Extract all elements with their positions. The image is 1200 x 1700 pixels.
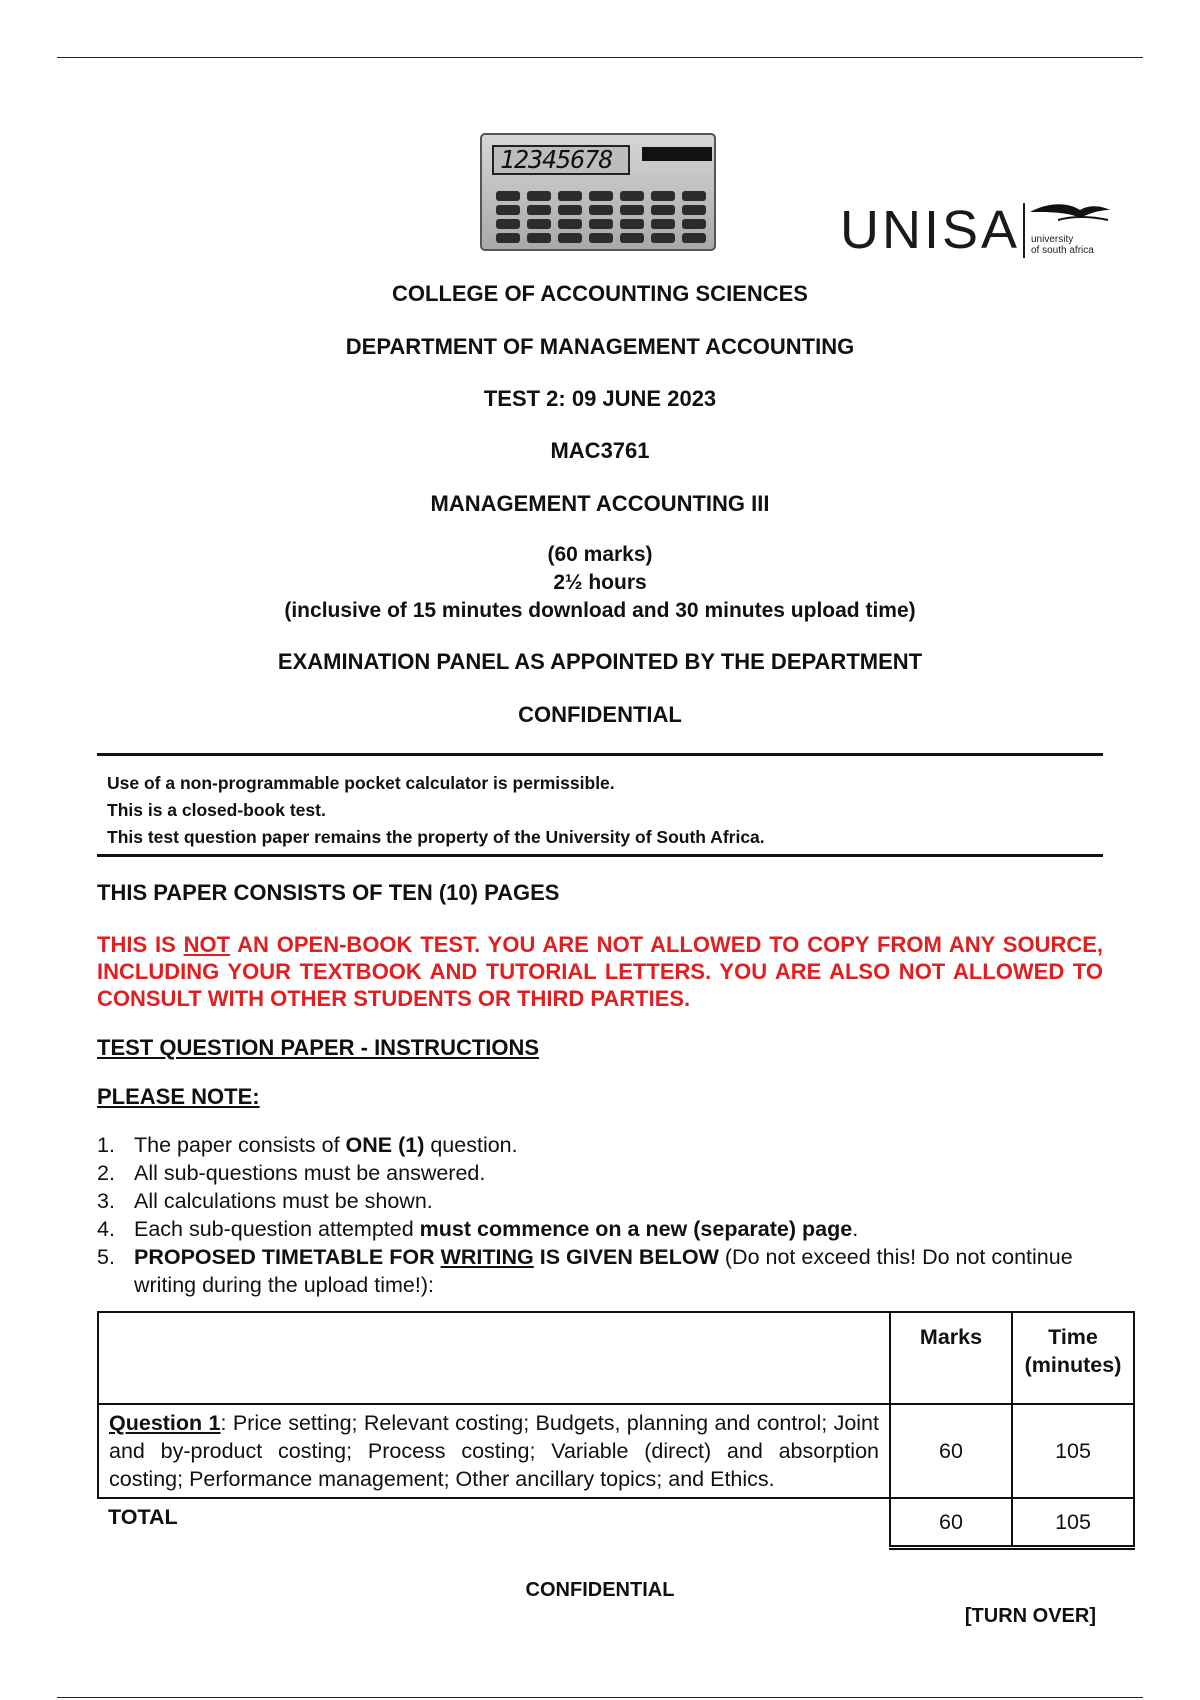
timetable-table: [97, 1311, 1135, 1550]
list-item: 1. The paper consists of ONE (1) question.: [97, 1133, 518, 1157]
total-label: TOTAL: [98, 1498, 890, 1548]
calculator-keys: [496, 191, 706, 243]
bottom-rule: [57, 1697, 1143, 1698]
module-name: MANAGEMENT ACCOUNTING III: [430, 491, 770, 516]
instructions-heading: TEST QUESTION PAPER - INSTRUCTIONS: [97, 1035, 540, 1060]
notice-calculator: Use of a non-programmable pocket calculator is permissible.: [107, 773, 615, 793]
unisa-logo-subtitle: university of south africa: [1031, 234, 1094, 256]
time-column-header: Time (minutes): [1012, 1312, 1134, 1404]
notice-box: [97, 753, 1103, 857]
total-marks: 60: [890, 1498, 1012, 1548]
notice-closed-book: This is a closed-book test.: [107, 800, 326, 820]
question-1-time: 105: [1012, 1404, 1134, 1498]
list-item: 5. PROPOSED TIMETABLE FOR WRITING IS GIVEN BELOW (Do not exceed this! Do not continue writing during the upload time!):: [97, 1245, 1073, 1297]
question-1-marks: 60: [890, 1404, 1012, 1498]
marks-column-header: Marks: [890, 1312, 1012, 1404]
notice-property: This test question paper remains the property of the University of South Africa.: [107, 827, 765, 847]
table-row: [98, 1404, 1134, 1498]
list-item: 2. All sub-questions must be answered.: [97, 1161, 486, 1185]
unisa-bird-icon: [1028, 200, 1112, 230]
test-date: TEST 2: 09 JUNE 2023: [483, 386, 717, 411]
warning-not: NOT: [183, 932, 231, 957]
module-code: MAC3761: [550, 438, 650, 463]
top-rule: [57, 57, 1143, 58]
total-time: 105: [1012, 1498, 1134, 1548]
table-row: [98, 1498, 1134, 1548]
calculator-display: 12345678: [492, 145, 630, 175]
open-book-warning: THIS IS NOT AN OPEN-BOOK TEST. YOU ARE NOT ALLOWED TO COPY FROM ANY SOURCE, INCLUDING YOUR TEXTBOOK AND TUTORIAL LETTERS. YOU ARE ALSO NOT ALLOWED TO CONSULT WITH OTHER STUDENTS OR THIRD PARTIES.: [97, 932, 1104, 1011]
pages-count-line: THIS PAPER CONSISTS OF TEN (10) PAGES: [97, 880, 560, 905]
calculator-solar-panel: [642, 147, 712, 161]
department-title: DEPARTMENT OF MANAGEMENT ACCOUNTING: [345, 334, 855, 359]
hours-line: 2½ hours: [553, 571, 647, 594]
list-item: 4. Each sub-question attempted must commence on a new (separate) page.: [97, 1217, 859, 1241]
unisa-logo-divider: [1023, 203, 1025, 258]
confidential-header: CONFIDENTIAL: [518, 702, 682, 727]
table-row: [98, 1312, 1134, 1404]
inclusive-line: (inclusive of 15 minutes download and 30 minutes upload time): [284, 599, 916, 622]
question-1-description: Question 1: Price setting; Relevant costing; Budgets, planning and control; Joint and by-product costing; Process costing; Variable (direct) and absorption costing; Performance management; Other ancillary topics; and Ethics.: [98, 1404, 890, 1498]
instructions-list: [97, 1131, 1107, 1299]
panel-line: EXAMINATION PANEL AS APPOINTED BY THE DEPARTMENT: [277, 649, 923, 674]
please-note-heading: PLEASE NOTE:: [97, 1084, 260, 1109]
marks-line: (60 marks): [547, 543, 653, 566]
calculator-image: [480, 133, 716, 251]
turn-over-label: [TURN OVER]: [964, 1605, 1096, 1627]
unisa-logo-wordmark: UNISA: [840, 200, 1021, 260]
list-item: 3. All calculations must be shown.: [97, 1189, 433, 1213]
footer-confidential: CONFIDENTIAL: [525, 1579, 675, 1601]
college-title: COLLEGE OF ACCOUNTING SCIENCES: [392, 281, 808, 306]
